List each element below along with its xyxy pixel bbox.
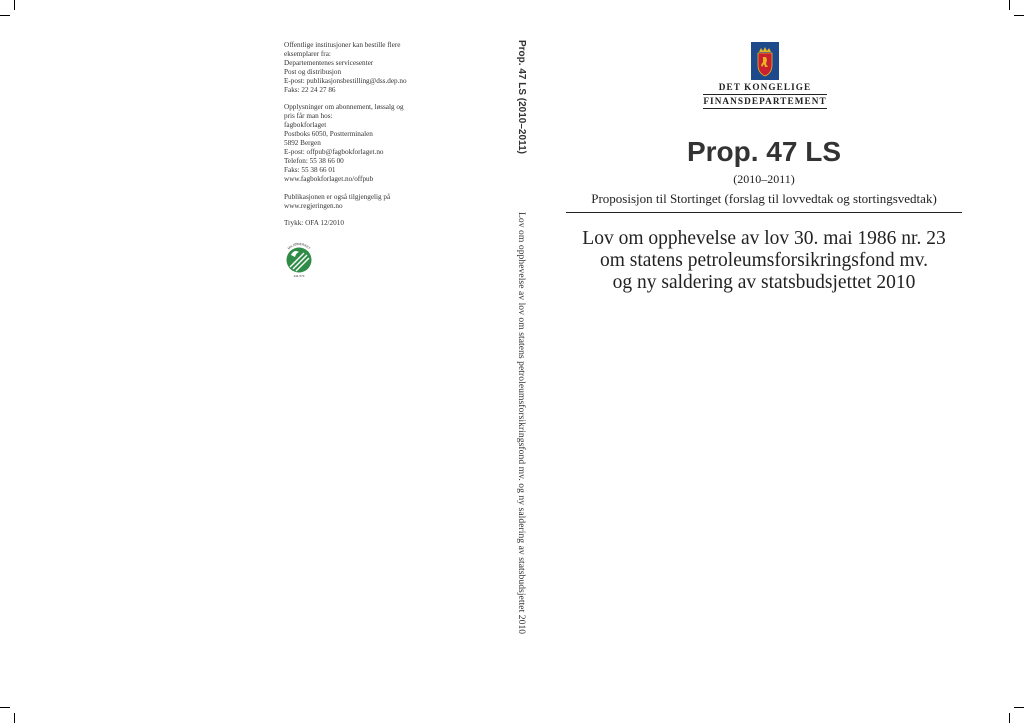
order-line: Offentlige institusjoner kan bestille flere — [284, 41, 401, 49]
crop-mark — [1009, 713, 1010, 723]
subscription-line: fagbokforlaget — [284, 121, 327, 130]
back-cover-info — [284, 41, 444, 228]
crop-mark — [1014, 707, 1024, 708]
subscription-fax: Faks: 55 38 66 01 — [284, 165, 336, 174]
subscription-line: 5892 Bergen — [284, 139, 321, 148]
spine-title: Lov om opphevelse av lov om statens petroleumsforsikringsfond mv. og ny saldering av statsbudsjettet 2010 — [516, 212, 527, 635]
subscription-email: E-post: offpub@fagbokforlaget.no — [284, 147, 384, 156]
print-code: Trykk: OFA 12/2010 — [284, 219, 344, 228]
coat-of-arms-icon — [751, 42, 779, 80]
crop-mark — [0, 15, 10, 16]
spine-prop-label: Prop. 47 LS (2010–2011) — [516, 40, 527, 154]
crop-mark — [0, 707, 10, 708]
session-years: (2010–2011) — [733, 172, 795, 186]
proposition-type: Proposisjon til Stortinget (forslag til lovvedtak og stortingsvedtak) — [591, 191, 937, 206]
document-title — [566, 228, 962, 294]
title-line: Lov om opphevelse av lov 30. mai 1986 nr. 23 — [582, 228, 946, 249]
logo-divider — [703, 108, 827, 109]
subscription-line: Postboks 6050, Postterminalen — [284, 130, 373, 139]
crop-mark — [14, 713, 15, 723]
logo-line-1: DET KONGELIGE — [718, 82, 812, 92]
svg-text:241 673: 241 673 — [293, 274, 305, 278]
order-fax: Faks: 22 24 27 86 — [284, 85, 336, 94]
title-divider — [566, 212, 962, 213]
svg-text:MILJØMERKET: MILJØMERKET — [286, 241, 312, 251]
online-web: www.regjeringen.no — [284, 201, 343, 210]
swan-ecolabel-icon — [282, 240, 316, 278]
logo-divider — [703, 94, 827, 95]
ministry-logo — [697, 42, 833, 110]
order-line: Departementenes servicesenter — [284, 58, 374, 67]
online-line: Publikasjonen er også tilgjengelig på — [284, 192, 391, 201]
logo-line-2: FINANSDEPARTEMENT — [703, 96, 827, 106]
order-email: E-post: publikasjonsbestilling@dss.dep.no — [284, 76, 407, 85]
prop-number: Prop. 47 LS — [686, 136, 842, 167]
title-line: og ny saldering av statsbudsjettet 2010 — [612, 272, 916, 293]
order-line: Post og distribusjon — [284, 67, 342, 76]
order-line: eksemplarer fra: — [284, 49, 331, 58]
crop-mark — [14, 0, 15, 10]
crop-mark — [1014, 15, 1024, 16]
title-line: om statens petroleumsforsikringsfond mv. — [599, 250, 929, 271]
subscription-line: pris får man hos: — [284, 112, 333, 121]
subscription-line: Opplysninger om abonnement, løssalg og — [284, 103, 404, 112]
crop-mark — [1009, 0, 1010, 10]
subscription-web: www.fagbokforlaget.no/offpub — [284, 174, 374, 183]
subscription-phone: Telefon: 55 38 66 00 — [284, 156, 344, 165]
